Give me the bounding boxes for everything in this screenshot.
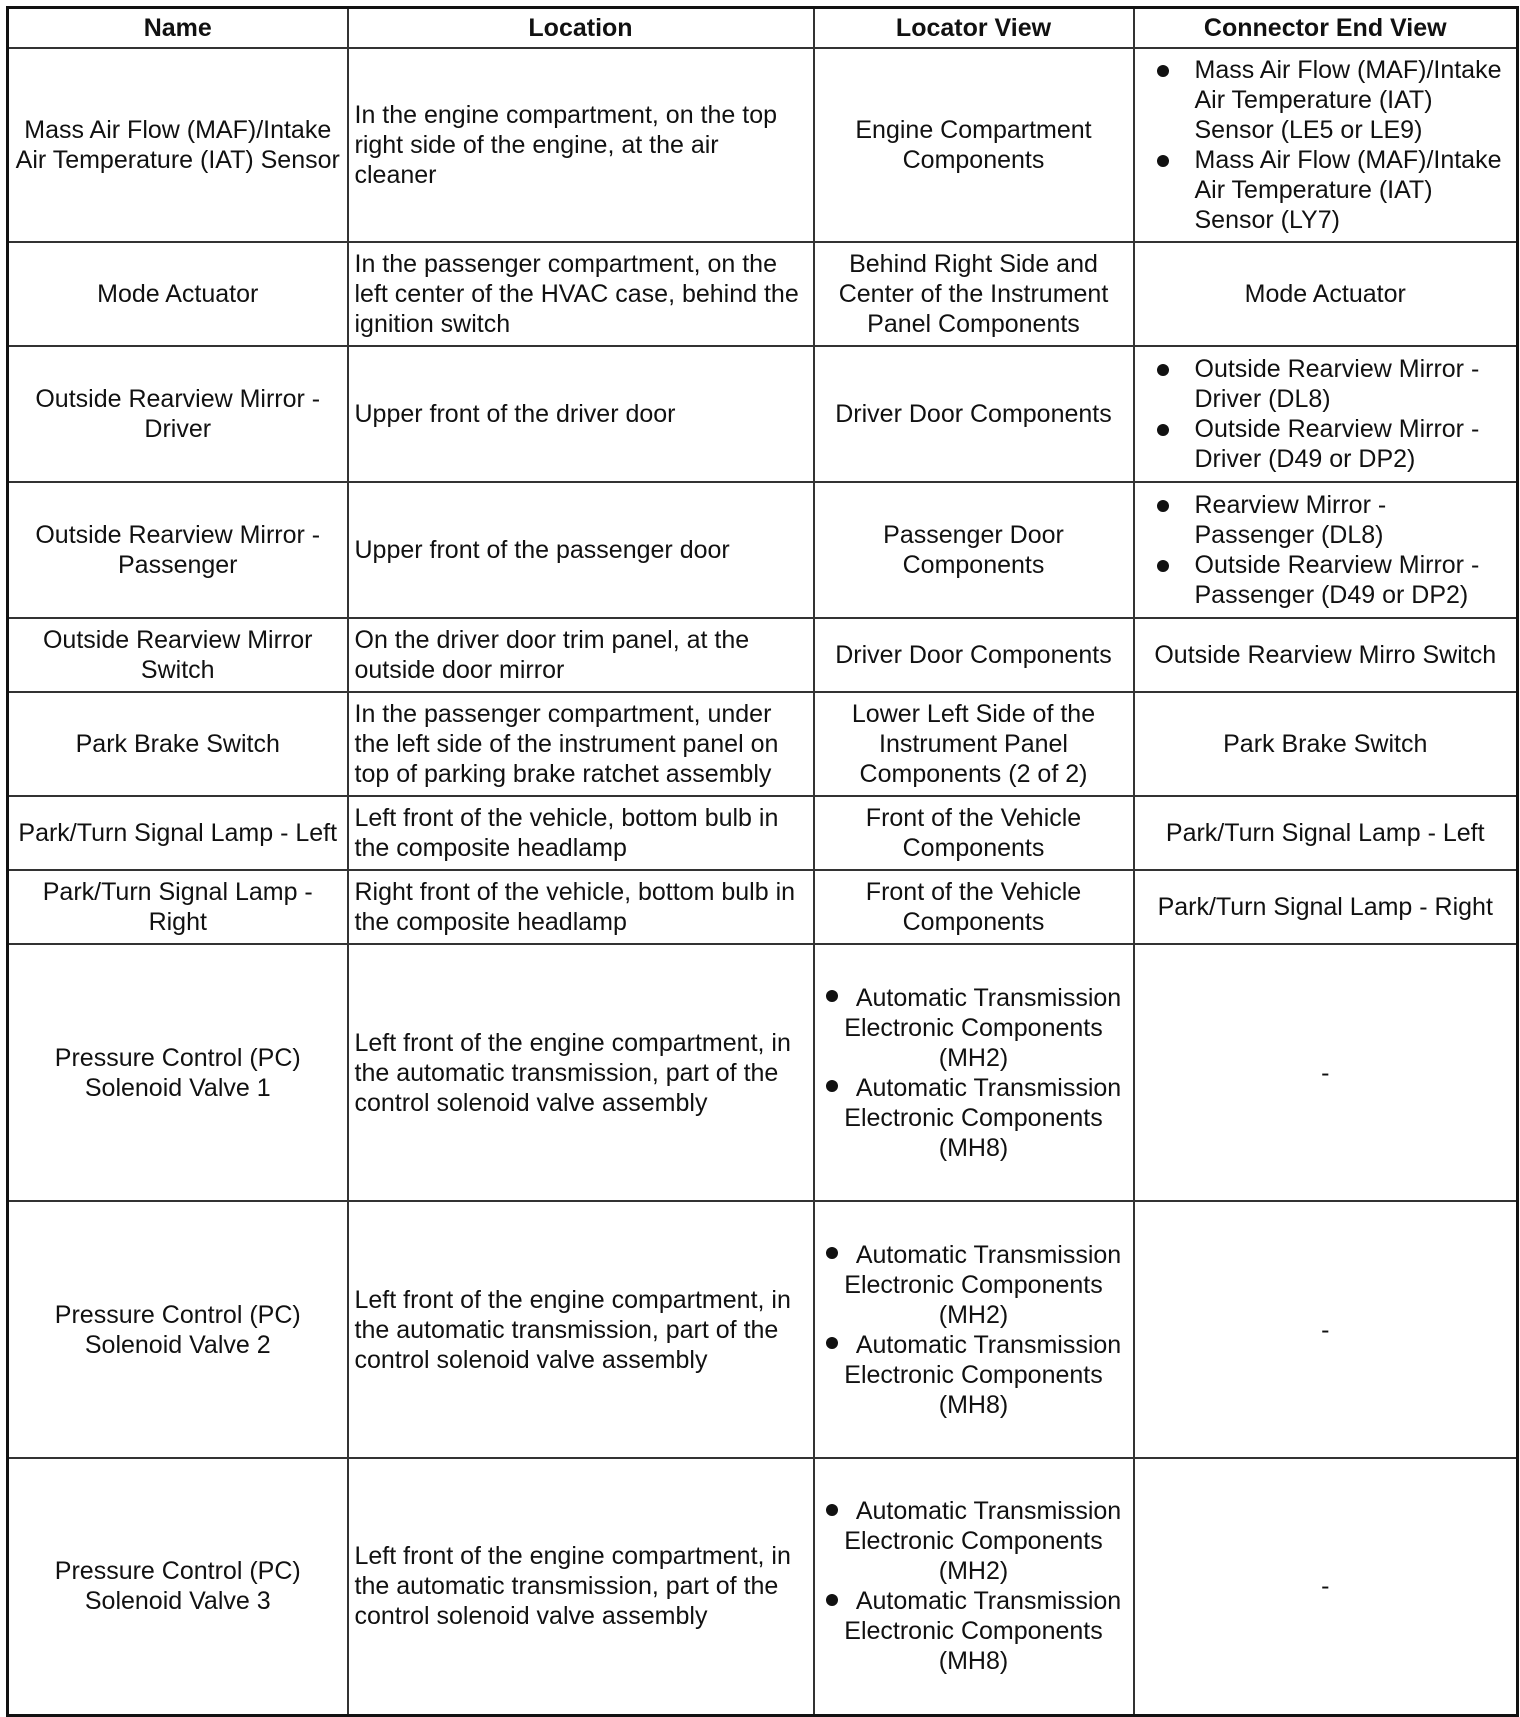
connector-item: Rearview Mirror - Passenger (DL8) xyxy=(1141,490,1511,550)
location-cell: Upper front of the passenger door xyxy=(348,482,814,618)
location-cell: Left front of the vehicle, bottom bulb in the composite headlamp xyxy=(348,796,814,870)
bullet-icon xyxy=(826,1504,838,1516)
locator-item: Automatic Transmission Electronic Components (MH8) xyxy=(821,1586,1127,1676)
connector-item: Mass Air Flow (MAF)/Intake Air Temperature (IAT) Sensor (LE5 or LE9) xyxy=(1141,55,1511,145)
locator-cell: Front of the Vehicle Components xyxy=(814,870,1134,944)
table-row xyxy=(8,796,1518,870)
header-connector-end-view: Connector End View xyxy=(1134,8,1518,49)
connector-list xyxy=(1141,354,1511,474)
table-row xyxy=(8,870,1518,944)
location-cell: Right front of the vehicle, bottom bulb in the composite headlamp xyxy=(348,870,814,944)
location-cell: Left front of the engine compartment, in the automatic transmission, part of the control solenoid valve assembly xyxy=(348,1458,814,1715)
table-row xyxy=(8,482,1518,618)
table-row xyxy=(8,48,1518,242)
connector-cell: Park/Turn Signal Lamp - Left xyxy=(1134,796,1518,870)
name-cell: Mode Actuator xyxy=(8,242,348,346)
locator-cell: Front of the Vehicle Components xyxy=(814,796,1134,870)
locator-cell xyxy=(814,944,1134,1201)
table-row xyxy=(8,1458,1518,1715)
locator-cell: Driver Door Components xyxy=(814,346,1134,482)
table-row xyxy=(8,692,1518,796)
connector-cell xyxy=(1134,482,1518,618)
table-row xyxy=(8,944,1518,1201)
name-cell: Outside Rearview Mirror Switch xyxy=(8,618,348,692)
name-cell: Mass Air Flow (MAF)/Intake Air Temperature (IAT) Sensor xyxy=(8,48,348,242)
connector-item: Outside Rearview Mirror - Driver (DL8) xyxy=(1141,354,1511,414)
locator-cell: Engine Compartment Components xyxy=(814,48,1134,242)
connector-cell: Park/Turn Signal Lamp - Right xyxy=(1134,870,1518,944)
connector-list xyxy=(1141,55,1511,235)
locator-list xyxy=(821,983,1127,1163)
connector-cell: Park Brake Switch xyxy=(1134,692,1518,796)
connector-cell xyxy=(1134,48,1518,242)
bullet-icon xyxy=(826,1247,838,1259)
connector-cell: - xyxy=(1134,1458,1518,1715)
connector-cell: Outside Rearview Mirro Switch xyxy=(1134,618,1518,692)
location-cell: Upper front of the driver door xyxy=(348,346,814,482)
locator-cell: Behind Right Side and Center of the Instrument Panel Components xyxy=(814,242,1134,346)
connector-item: Mass Air Flow (MAF)/Intake Air Temperature (IAT) Sensor (LY7) xyxy=(1141,145,1511,235)
table-row xyxy=(8,346,1518,482)
name-cell: Pressure Control (PC) Solenoid Valve 3 xyxy=(8,1458,348,1715)
location-cell: Left front of the engine compartment, in the automatic transmission, part of the control solenoid valve assembly xyxy=(348,944,814,1201)
connector-item: Outside Rearview Mirror - Passenger (D49 or DP2) xyxy=(1141,550,1511,610)
bullet-icon xyxy=(826,1594,838,1606)
connector-item: Outside Rearview Mirror - Driver (D49 or DP2) xyxy=(1141,414,1511,474)
name-cell: Outside Rearview Mirror - Passenger xyxy=(8,482,348,618)
component-locator-table xyxy=(6,6,1519,1717)
connector-cell: Mode Actuator xyxy=(1134,242,1518,346)
location-cell: On the driver door trim panel, at the outside door mirror xyxy=(348,618,814,692)
header-name: Name xyxy=(8,8,348,49)
table-row xyxy=(8,618,1518,692)
bullet-icon xyxy=(826,1337,838,1349)
name-cell: Pressure Control (PC) Solenoid Valve 1 xyxy=(8,944,348,1201)
connector-cell: - xyxy=(1134,944,1518,1201)
name-cell: Pressure Control (PC) Solenoid Valve 2 xyxy=(8,1201,348,1458)
locator-item: Automatic Transmission Electronic Components (MH2) xyxy=(821,983,1127,1073)
locator-item: Automatic Transmission Electronic Components (MH2) xyxy=(821,1240,1127,1330)
location-cell: In the engine compartment, on the top right side of the engine, at the air cleaner xyxy=(348,48,814,242)
bullet-icon xyxy=(826,1080,838,1092)
locator-item: Automatic Transmission Electronic Components (MH8) xyxy=(821,1330,1127,1420)
locator-list xyxy=(821,1240,1127,1420)
table-row xyxy=(8,242,1518,346)
connector-cell: - xyxy=(1134,1201,1518,1458)
name-cell: Park/Turn Signal Lamp - Left xyxy=(8,796,348,870)
component-locator-table-wrapper xyxy=(6,6,1519,1717)
locator-cell xyxy=(814,1201,1134,1458)
name-cell: Park/Turn Signal Lamp - Right xyxy=(8,870,348,944)
header-location: Location xyxy=(348,8,814,49)
location-cell: In the passenger compartment, under the left side of the instrument panel on top of parking brake ratchet assembly xyxy=(348,692,814,796)
header-locator-view: Locator View xyxy=(814,8,1134,49)
locator-cell xyxy=(814,1458,1134,1715)
locator-list xyxy=(821,1496,1127,1676)
table-row xyxy=(8,1201,1518,1458)
bullet-icon xyxy=(826,990,838,1002)
location-cell: Left front of the engine compartment, in the automatic transmission, part of the control solenoid valve assembly xyxy=(348,1201,814,1458)
name-cell: Park Brake Switch xyxy=(8,692,348,796)
locator-cell: Passenger Door Components xyxy=(814,482,1134,618)
header-row xyxy=(8,8,1518,49)
connector-cell xyxy=(1134,346,1518,482)
location-cell: In the passenger compartment, on the left center of the HVAC case, behind the ignition switch xyxy=(348,242,814,346)
locator-item: Automatic Transmission Electronic Components (MH8) xyxy=(821,1073,1127,1163)
connector-list xyxy=(1141,490,1511,610)
locator-cell: Driver Door Components xyxy=(814,618,1134,692)
name-cell: Outside Rearview Mirror - Driver xyxy=(8,346,348,482)
locator-item: Automatic Transmission Electronic Components (MH2) xyxy=(821,1496,1127,1586)
locator-cell: Lower Left Side of the Instrument Panel Components (2 of 2) xyxy=(814,692,1134,796)
